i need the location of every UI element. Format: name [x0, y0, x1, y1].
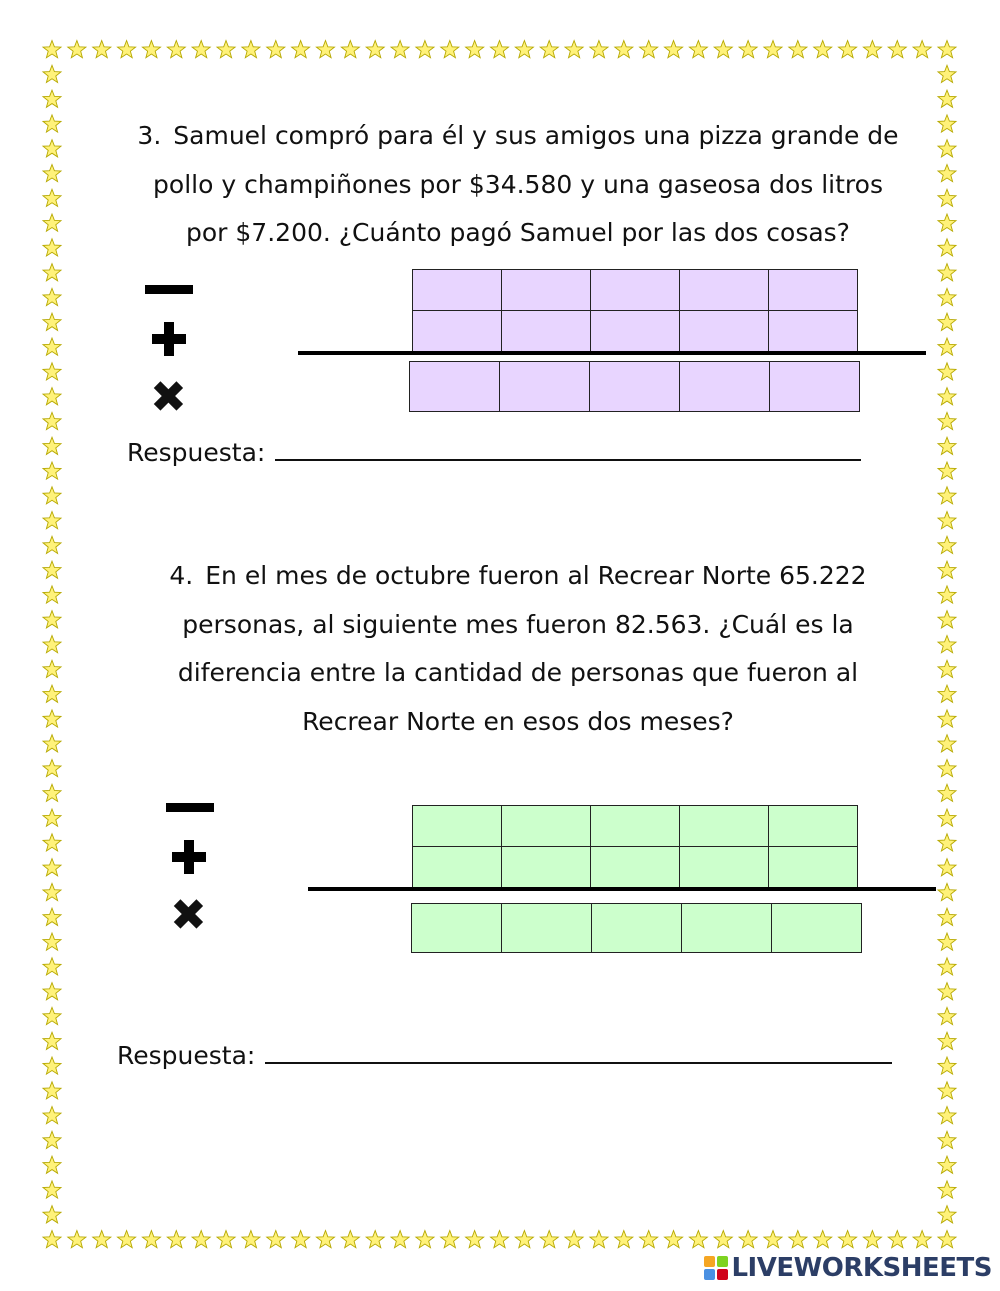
border-star: [938, 462, 956, 479]
result-cell[interactable]: [590, 362, 680, 412]
digit-cell[interactable]: [591, 806, 680, 847]
operand-row-1: [413, 270, 858, 311]
border-star: [441, 41, 459, 58]
answer-label: Respuesta:: [117, 1041, 256, 1070]
digit-cell[interactable]: [680, 847, 769, 888]
border-star: [615, 1231, 633, 1248]
question-4-line-2: personas, al siguiente mes fueron 82.563. ¿Cuál es la: [182, 609, 854, 639]
border-star: [43, 214, 61, 231]
question-3-result-grid: [409, 361, 860, 412]
border-star: [43, 165, 61, 182]
border-star: [292, 1231, 310, 1248]
minus-icon[interactable]: [166, 803, 214, 812]
border-star: [43, 1181, 61, 1198]
border-star: [43, 512, 61, 529]
plus-icon[interactable]: [172, 840, 206, 874]
border-star: [242, 1231, 260, 1248]
border-star: [515, 41, 533, 58]
border-star: [938, 437, 956, 454]
border-star: [714, 1231, 732, 1248]
border-star: [590, 41, 608, 58]
result-cell[interactable]: [682, 904, 772, 953]
result-cell[interactable]: [500, 362, 590, 412]
border-star: [43, 90, 61, 107]
border-star: [416, 1231, 434, 1248]
border-star: [43, 65, 61, 82]
border-star: [43, 1107, 61, 1124]
border-star: [938, 1181, 956, 1198]
border-star: [689, 41, 707, 58]
border-star: [938, 41, 956, 58]
border-star: [863, 1231, 881, 1248]
operand-row-2: [413, 847, 858, 888]
question-3-operators: [140, 280, 200, 423]
border-star: [938, 512, 956, 529]
digit-cell[interactable]: [680, 270, 769, 311]
border-star: [43, 1032, 61, 1049]
border-star: [938, 189, 956, 206]
border-star: [118, 1231, 136, 1248]
border-star: [43, 1206, 61, 1223]
border-star: [764, 41, 782, 58]
question-3-sum-line: [298, 351, 926, 355]
border-star: [43, 437, 61, 454]
border-star: [938, 685, 956, 702]
border-star: [43, 561, 61, 578]
result-cell[interactable]: [502, 904, 592, 953]
border-star: [192, 41, 210, 58]
border-star: [938, 1032, 956, 1049]
border-star: [43, 958, 61, 975]
border-star: [43, 1231, 61, 1248]
logo-block: [717, 1269, 728, 1280]
border-star: [43, 735, 61, 752]
digit-cell[interactable]: [413, 311, 502, 352]
border-star: [292, 41, 310, 58]
border-star: [938, 611, 956, 628]
operand-row-2: [413, 311, 858, 352]
border-star: [491, 1231, 509, 1248]
question-3-line-2: pollo y champiñones por $34.580 y una gaseosa dos litros: [153, 169, 883, 199]
digit-cell[interactable]: [502, 847, 591, 888]
logo-block: [717, 1256, 728, 1267]
border-star: [938, 586, 956, 603]
border-star: [366, 41, 384, 58]
border-star: [341, 41, 359, 58]
border-star: [43, 462, 61, 479]
border-star: [938, 388, 956, 405]
border-star: [43, 487, 61, 504]
border-star: [714, 41, 732, 58]
operand-row-1: [413, 806, 858, 847]
border-star: [267, 41, 285, 58]
border-star: [142, 41, 160, 58]
border-star: [739, 41, 757, 58]
border-star: [167, 1231, 185, 1248]
border-star: [863, 41, 881, 58]
result-cell[interactable]: [770, 362, 860, 412]
border-star: [43, 859, 61, 876]
result-cell[interactable]: [410, 362, 500, 412]
minus-icon[interactable]: [145, 285, 193, 294]
answer-blank[interactable]: [275, 439, 861, 461]
border-star: [217, 1231, 235, 1248]
border-star: [515, 1231, 533, 1248]
border-star: [43, 611, 61, 628]
border-star: [466, 41, 484, 58]
border-star: [938, 1131, 956, 1148]
border-star: [938, 809, 956, 826]
border-star: [938, 1231, 956, 1248]
border-star: [938, 883, 956, 900]
border-star: [43, 363, 61, 380]
border-star: [938, 636, 956, 653]
border-star: [93, 41, 111, 58]
border-star: [938, 561, 956, 578]
border-star: [938, 363, 956, 380]
border-star: [118, 41, 136, 58]
digit-cell[interactable]: [680, 806, 769, 847]
border-star: [938, 338, 956, 355]
digit-cell[interactable]: [591, 311, 680, 352]
border-star: [93, 1231, 111, 1248]
border-star: [938, 1082, 956, 1099]
border-star: [814, 1231, 832, 1248]
question-3-operand-grid: [412, 269, 858, 352]
border-star: [789, 41, 807, 58]
border-star: [839, 41, 857, 58]
digit-cell[interactable]: [502, 311, 591, 352]
border-star: [938, 165, 956, 182]
border-star: [43, 412, 61, 429]
answer-label: Respuesta:: [127, 438, 266, 467]
times-icon[interactable]: ✖: [150, 372, 187, 423]
digit-cell[interactable]: [769, 311, 858, 352]
border-star: [43, 586, 61, 603]
times-icon[interactable]: ✖: [170, 890, 207, 941]
digit-cell[interactable]: [502, 270, 591, 311]
border-star: [913, 41, 931, 58]
question-4-result-grid: [411, 903, 862, 953]
question-3-line-1: 3. Samuel compró para él y sus amigos una pizza grande de: [137, 121, 899, 150]
border-star: [43, 338, 61, 355]
border-star: [43, 388, 61, 405]
border-star: [938, 1057, 956, 1074]
border-star: [43, 760, 61, 777]
result-cell[interactable]: [412, 904, 502, 953]
border-star: [43, 536, 61, 553]
border-star: [441, 1231, 459, 1248]
question-4-sum-line: [308, 887, 936, 891]
border-star: [43, 1007, 61, 1024]
digit-cell[interactable]: [591, 270, 680, 311]
border-star: [938, 710, 956, 727]
border-star: [764, 1231, 782, 1248]
border-star: [43, 834, 61, 851]
border-star: [938, 536, 956, 553]
question-3-text: [108, 112, 928, 258]
border-star: [43, 313, 61, 330]
border-star: [938, 288, 956, 305]
digit-cell[interactable]: [591, 847, 680, 888]
border-star: [739, 1231, 757, 1248]
question-4-operand-grid: [412, 805, 858, 888]
border-star: [938, 958, 956, 975]
border-star: [43, 288, 61, 305]
border-star: [167, 41, 185, 58]
digit-cell[interactable]: [413, 847, 502, 888]
border-star: [938, 239, 956, 256]
border-star: [938, 1107, 956, 1124]
border-star: [665, 41, 683, 58]
logo-block: [704, 1256, 715, 1267]
border-star: [242, 41, 260, 58]
result-cell[interactable]: [772, 904, 862, 953]
border-star: [43, 239, 61, 256]
border-star: [43, 660, 61, 677]
question-4-line-4: Recrear Norte en esos dos meses?: [302, 706, 734, 736]
border-star: [938, 660, 956, 677]
border-star: [938, 487, 956, 504]
digit-cell[interactable]: [502, 806, 591, 847]
border-star: [615, 41, 633, 58]
border-star: [43, 115, 61, 132]
border-star: [43, 883, 61, 900]
border-star: [665, 1231, 683, 1248]
border-star: [540, 1231, 558, 1248]
digit-cell[interactable]: [769, 847, 858, 888]
border-star: [43, 1131, 61, 1148]
border-star: [192, 1231, 210, 1248]
border-star: [43, 710, 61, 727]
question-3-answer: [127, 438, 861, 467]
border-star: [466, 1231, 484, 1248]
border-star: [938, 140, 956, 157]
border-star: [68, 1231, 86, 1248]
question-4-line-1: 4. En el mes de octubre fueron al Recrear Norte 65.222: [169, 561, 867, 590]
border-star: [938, 859, 956, 876]
question-4-operators: [160, 800, 220, 940]
border-star: [43, 1057, 61, 1074]
border-star: [640, 41, 658, 58]
border-star: [640, 1231, 658, 1248]
border-star: [938, 115, 956, 132]
border-star: [391, 41, 409, 58]
border-star: [43, 41, 61, 58]
border-star: [217, 41, 235, 58]
border-star: [316, 1231, 334, 1248]
digit-cell[interactable]: [680, 311, 769, 352]
question-4-answer: [117, 1041, 892, 1070]
digit-cell[interactable]: [413, 806, 502, 847]
digit-cell[interactable]: [769, 806, 858, 847]
border-star: [43, 983, 61, 1000]
result-row: [412, 904, 862, 953]
question-4-line-3: diferencia entre la cantidad de personas que fueron al: [177, 658, 859, 687]
question-4-number: 4.: [169, 561, 194, 590]
question-3-number: 3.: [137, 121, 162, 150]
border-star: [565, 41, 583, 58]
border-star: [565, 1231, 583, 1248]
border-star: [341, 1231, 359, 1248]
border-star: [43, 933, 61, 950]
border-star: [938, 1007, 956, 1024]
border-star: [491, 41, 509, 58]
border-star: [43, 140, 61, 157]
border-star: [938, 735, 956, 752]
digit-cell[interactable]: [413, 270, 502, 311]
result-cell[interactable]: [680, 362, 770, 412]
border-star: [689, 1231, 707, 1248]
border-star: [938, 908, 956, 925]
border-star: [938, 983, 956, 1000]
border-star: [938, 214, 956, 231]
border-star: [938, 1156, 956, 1173]
border-star: [814, 41, 832, 58]
border-star: [366, 1231, 384, 1248]
brand-text: LIVEWORKSHEETS: [731, 1253, 992, 1283]
border-star: [391, 1231, 409, 1248]
border-star: [43, 189, 61, 206]
border-star: [142, 1231, 160, 1248]
answer-blank[interactable]: [265, 1042, 892, 1064]
border-star: [43, 784, 61, 801]
border-star: [43, 264, 61, 281]
border-star: [43, 908, 61, 925]
plus-icon[interactable]: [152, 322, 186, 356]
border-star: [938, 1206, 956, 1223]
border-star: [68, 41, 86, 58]
border-star: [938, 313, 956, 330]
result-row: [410, 362, 860, 412]
liveworksheets-brand: [704, 1253, 992, 1283]
border-star: [938, 834, 956, 851]
border-star: [43, 809, 61, 826]
border-star: [540, 41, 558, 58]
border-star: [913, 1231, 931, 1248]
border-star: [938, 760, 956, 777]
border-star: [938, 90, 956, 107]
border-star: [938, 412, 956, 429]
border-star: [43, 636, 61, 653]
border-star: [938, 65, 956, 82]
border-star: [888, 41, 906, 58]
border-star: [43, 1156, 61, 1173]
border-star: [938, 933, 956, 950]
question-4-text: [108, 552, 928, 746]
border-star: [43, 685, 61, 702]
border-star: [888, 1231, 906, 1248]
result-cell[interactable]: [592, 904, 682, 953]
border-star: [938, 784, 956, 801]
border-star: [839, 1231, 857, 1248]
border-star: [789, 1231, 807, 1248]
digit-cell[interactable]: [769, 270, 858, 311]
question-3-line-3: por $7.200. ¿Cuánto pagó Samuel por las dos cosas?: [186, 218, 850, 247]
border-star: [416, 41, 434, 58]
border-star: [267, 1231, 285, 1248]
border-star: [938, 264, 956, 281]
border-star: [316, 41, 334, 58]
liveworksheets-logo-icon: [704, 1256, 728, 1280]
logo-block: [704, 1269, 715, 1280]
border-star: [590, 1231, 608, 1248]
border-star: [43, 1082, 61, 1099]
